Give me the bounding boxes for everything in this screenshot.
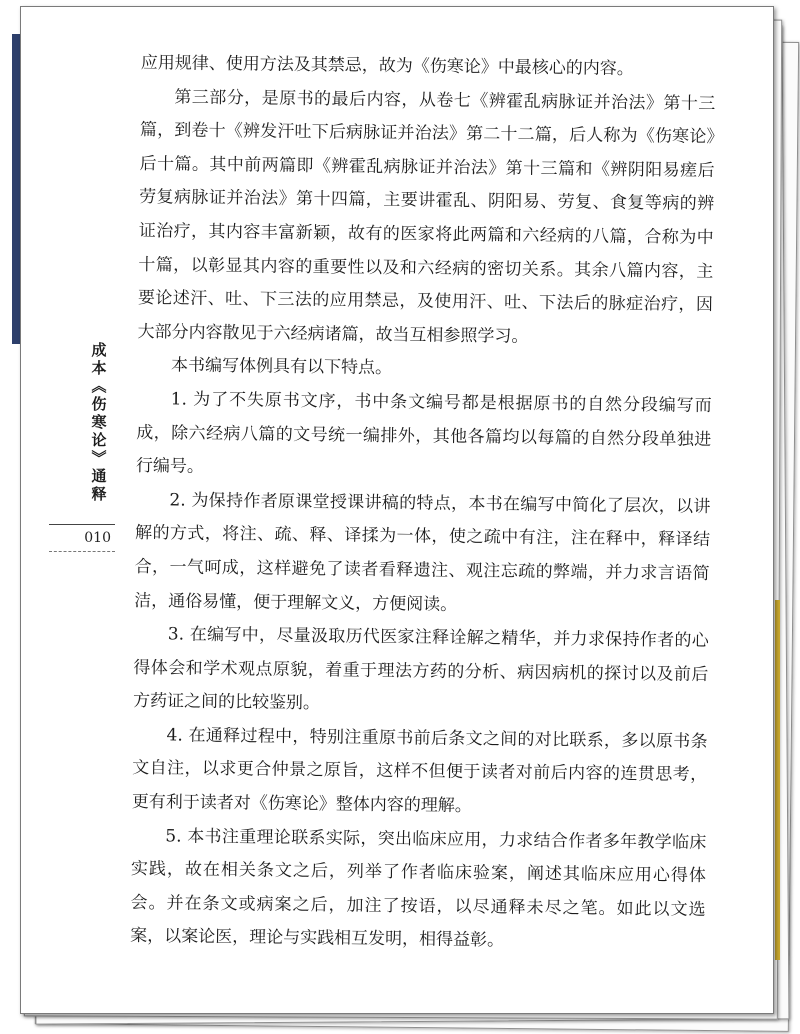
paragraph-1: 应用规律、使用方法及其禁忌，故为《伤寒论》中最核心的内容。 [140, 52, 634, 80]
list-item-2: 2. 为保持作者原课堂授课讲稿的特点，本书在编写中简化了层次，以讲解的方式，将注、疏、释、译揉为一体，使之疏中有注，注在释中，释译结合，一气呵成，这样避免了读者看释遗注、观注忘疏的弊端，并力求言语简洁，通俗易懂，便于理解文义，方便阅读。 [134, 490, 711, 615]
book-spine-edge [12, 34, 20, 344]
running-head-title: 成本《伤寒论》通释 [89, 342, 108, 504]
page-body [130, 47, 716, 961]
page-number-box [49, 524, 115, 552]
page-edge-tint [775, 600, 780, 960]
paragraph-2: 第三部分，是原书的最后内容，从卷七《辨霍乱病脉证并治法》第十三篇，到卷十《辨发汗吐下后病脉证并治法》第二十二篇，后人称为《伤寒论》后十篇。其中前两篇即《辨霍乱病脉证并治法》第十三篇和《辨阴阳易瘥后劳复病脉证并治法》第十四篇，主要讲霍乱、阴阳易、劳复、食复等病的辨证治疗，其内容丰富新颖，故有的医家将此两篇和六经病的八篇，合称为中十篇，以彰显其内容的重要性以及和六经病的密切关系。其余八篇内容，主要论述汗、吐、下三法的应用禁忌，及使用汗、吐、下法后的脉症治疗，因大部分内容散见于六经病诸篇，故当互相参照学习。 [137, 87, 716, 347]
list-item-5: 5. 本书注重理论联系实际，突出临床应用，力求结合作者多年教学临床实践，故在相关条文之后，列举了作者临床验案，阐述其临床应用心得体会。并在条文或病案之后，加注了按语，以尽通释未尽之笔。如此以文选案，以案论医，理论与实践相互发明，相得益彰。 [130, 826, 707, 951]
running-head [81, 342, 117, 504]
list-item-3: 3. 在编写中，尽量汲取历代医家注释诠解之精华，并力求保持作者的心得体会和学术观点原貌，着重于理法方药的分析、病因病机的探讨以及前后方药证之间的比较鉴别。 [132, 624, 709, 714]
page-number: 010 [84, 530, 111, 546]
list-item-1: 1. 为了不失原书文序，书中条文编号都是根据原书的自然分段编写而成，除六经病八篇的文号统一编排外，其他各篇均以每篇的自然分段单独进行编号。 [135, 389, 712, 477]
list-item-4: 4. 在通释过程中，特别注重原书前后条文之间的对比联系，多以原书条文自注，以求更合仲景之原旨，这样不但便于读者对前后内容的连贯思考，更有利于读者对《伤寒论》整体内容的理解。 [131, 725, 708, 817]
paragraph-3: 本书编写体例具有以下特点。 [170, 355, 393, 379]
book-page [20, 6, 774, 1014]
